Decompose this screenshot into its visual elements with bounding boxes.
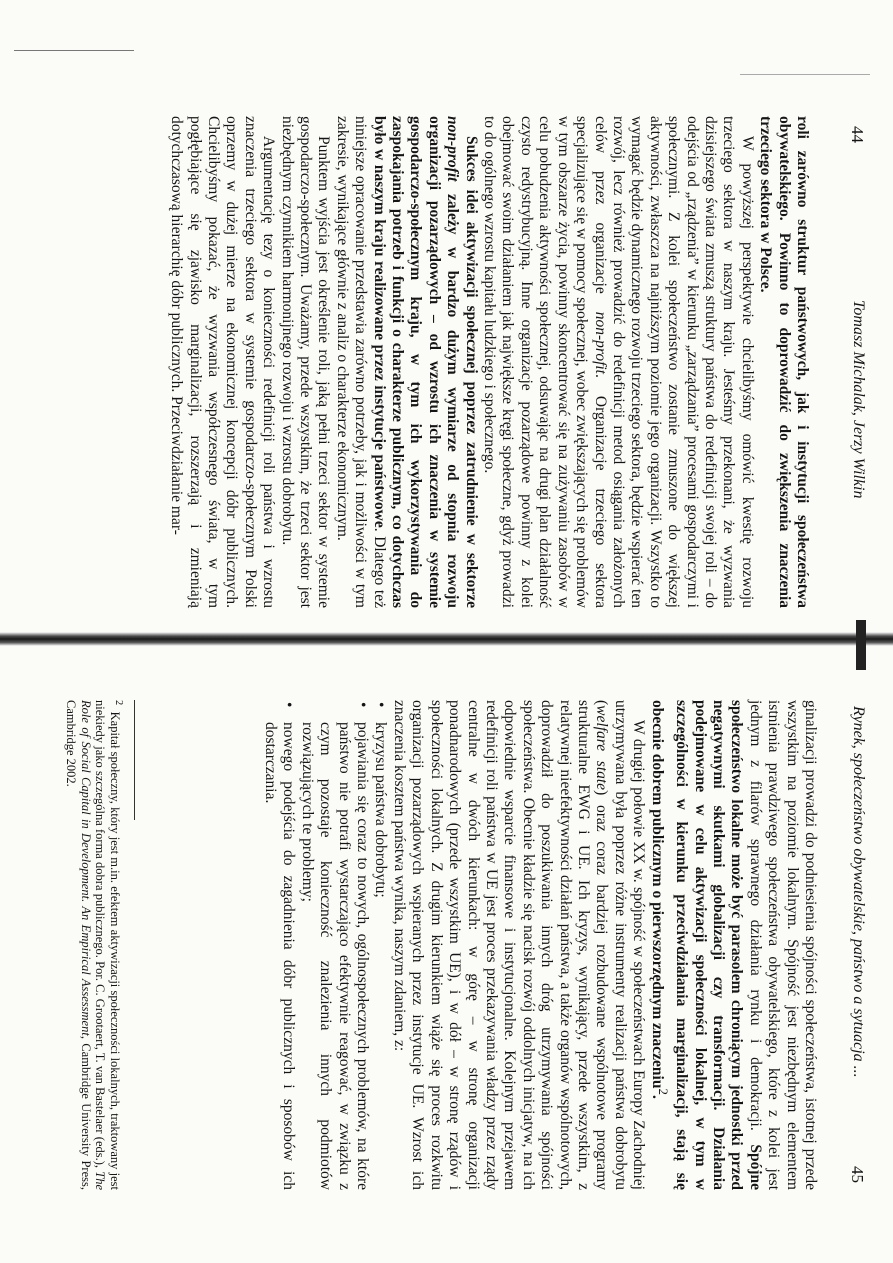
footnote-reference: 2 (655, 1088, 671, 1095)
page-number: 44 (848, 126, 867, 143)
paragraph: Sukces idei aktywizacji społecznej poprzez zatrudnienie w sektorze non-profit zależy w bardzo dużym wymiarze od stopnia rozwoju organizacji pozarządowych – od wzrostu ich znaczenia w systemie gospodarczo-społecznym kraju, w tym ich wykorzystywania do zaspokajania potrzeb i funkcji o charakterze publicznym, co dotychczas było w naszym kraju realizowane przez instytucje państwowe. Dlatego też niniejsze opracowanie przedstawia zarówno potrzeby, jak i możliwości w tym zakresie, wynikające głównie z analiz o charakterze ekonomicznym. (333, 116, 480, 608)
body-text (261, 700, 819, 1190)
intro-paragraph: roli zarówno struktur państwowych, jak i instytucji społeczeństwa obywatelskiego. Powinno to doprowadzić do zwiększenia znaczenia trzeciego sektora w Polsce. (757, 116, 811, 608)
paragraph: Argumentację tezy o konieczności redefinicji roli państwa i wzrostu znaczenia trzeciego sektora w systemie gospodarczo-społecznym Polski oprzemy w dużej mierze na ekonomicznej koncepcji dóbr publicznych. Chcielibyśmy pokazać, że wyzwania współczesnego świata, w tym pogłębiające się zjawisko marginalizacji, rozszerzają i zmieniają dotychczasową hierarchię dóbr publicznych. Przeciwdziałanie mar- (168, 116, 278, 608)
bullet-list (261, 700, 390, 1190)
running-header: Tomasz Michalak, Jerzy Wilkin (850, 300, 867, 499)
paragraph: W drugiej połowie XX w. spójność w społeczeństwach Europy Zachodniej utrzymywana była poprzez różne instrumenty realizacji państwa dobrobytu (welfare state) oraz coraz bardziej rozbudowane wspólnotowe programy strukturalne EWG i UE. Ich kryzys, wynikający, przede wszystkim, z relatywnej nieefektywności działań państwa, a także organów wspólnotowych, doprowadził do poszukiwania innych dróg utrzymywania spójności społeczeństwa. Obecnie kładzie się nacisk rozwój oddolnych inicjatyw, na ich odpowiednie wsparcie finansowe i instytucjonalne. Kolejnym przejawem redefinicji roli państwa w UE jest proces przekazywania władzy przez rządy centralne w dwóch kierunkach: w górę – w stronę organizacji ponadnarodowych (przede wszystkim UE), i w dół – w stronę rządów i społeczności lokalnych. Z drugim kierunkiem wiąże się proces rozkwitu organizacji pozarządowych wspieranych przez instytucje UE. Wzrost ich znaczenia kosztem państwa wynika, naszym zdaniem, z: (390, 700, 648, 1190)
running-header: Rynek, społeczeństwo obywatelskie, państwo a sytuacja ... (850, 706, 867, 1078)
list-item: • nowego podejścia do zagadnienia dóbr publicznych i sposobów ich dostarczania. (261, 722, 298, 1190)
footnote: $^2$ Kapitał społeczny, który jest m.in. efektem aktywizacji społeczności lokalnych, traktowany jest niekiedy jako szczególna forma dobra publicznego. Por. C. Grootaert, T. van Bastelaer (eds.), The Role of Social Capital in Development. An Empirical Assessment, Cambridge University Press, Cambridge 2002. (64, 700, 124, 1190)
paragraph: ginalizacji prowadzi do podniesienia spójności społeczeństwa, istotnej przede wszystkim na poziomie lokalnym. Spójność jest niezbędnym elementem istnienia prawdziwego społeczeństwa obywatelskiego, które z kolei jest jednym z filarów sprawnego działania rynku i demokracji. Spójne społeczeństwo lokalne może być parasolem chroniącym jednostki przed negatywnymi skutkami globalizacji czy transformacji. Działania podejmowane w celu aktywizacji społeczności lokalnej, w tym w szczególności w kierunku przeciwdziałania marginalizacji, stają się obecnie dobrem publicznym o pierwszorzędnym znaczeniu$^2$. (648, 700, 819, 1191)
paragraph: W powyższej perspektywie chcielibyśmy omówić kwestię rozwoju trzeciego sektora w naszym kraju. Jesteśmy przekonani, że wyzwania dzisiejszego świata zmuszą struktury państwa do redefinicji swojej roli – do odejścia od „rządzenia” w kierunku „zarządzania” procesami gospodarczymi i społecznymi. Z kolei społeczeństwo zostanie zmuszone do większej aktywności, zwłaszcza na najniższym poziomie jego organizacji. Wszystko to wymagać będzie dynamicznego rozwoju trzeciego sektora, będzie wspierać ten rozwój, lecz również prowadzić do redefinicji metod osiągania założonych celów przez organizacje non-profit. Organizacje trzeciego sektora specjalizujące się w pomocy społecznej, wobec zwiększających się problemów w tym obszarze życia, powinny skoncentrować się na zużywaniu zasobów w celu pobudzenia aktywności społecznej, odsuwając na drugi plan działalność czysto redystrybucyjną. Inne organizacje pozarządowe powinny z kolei obejmować swoim działaniem jak największe kręgi społeczne, gdyż prowadzi to do ogólnego wzrostu kapitału ludzkiego i społecznego. (481, 116, 756, 609)
footnote-separator (134, 700, 135, 820)
page-number: 45 (848, 1166, 867, 1183)
list-item: • pojawiania się coraz to nowych, ogólnospołecznych problemów, na które państwo nie potrafi wystarczająco efektywnie reagować, w związku z czym pozostaje konieczność znalezienia innych podmiotów rozwiązujących te problemy; (297, 722, 371, 1190)
list-item: • kryzysu państwa dobrobytu; (371, 722, 389, 1190)
paragraph: Punktem wyjścia jest określenie roli, jaką pełni trzeci sektor w systemie gospodarczo-społecznym. Uważamy, przede wszystkim, że trzeci sektor jest niezbędnym czynnikiem harmonijnego rozwoju i wzrostu dobrobytu. (278, 116, 333, 608)
